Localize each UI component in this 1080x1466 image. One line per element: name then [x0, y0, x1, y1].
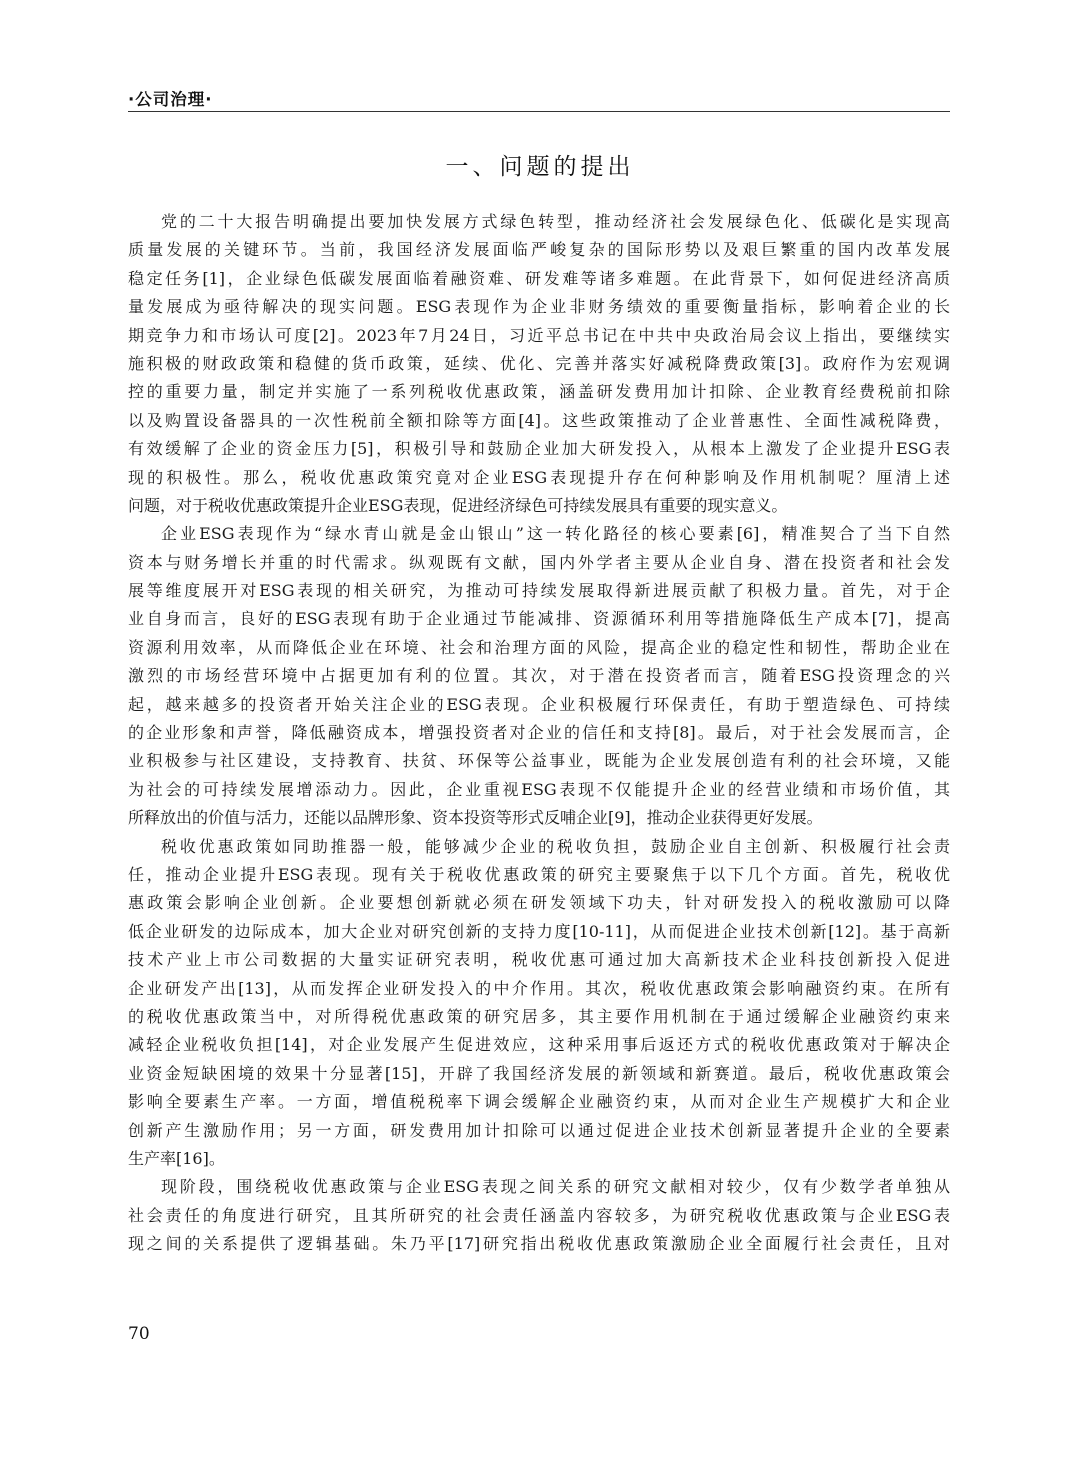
text-line: 影响全要素生产率。一方面，增值税税率下调会缓解企业融资约束，从而对企业生产规模扩大和企业 — [128, 1092, 950, 1112]
text-line: 现之间的关系提供了逻辑基础。朱乃平[17]研究指出税收优惠政策激励企业全面履行社会责任，且对 — [128, 1234, 950, 1254]
paragraph-2 — [128, 520, 950, 832]
text-line: 业资金短缺困境的效果十分显著[15]，开辟了我国经济发展的新领域和新赛道。最后，税收优惠政策会 — [128, 1063, 950, 1083]
article-body — [128, 208, 950, 1258]
text-line: 有效缓解了企业的资金压力[5]，积极引导和鼓励企业加大研发投入，从根本上激发了企业提升ESG表 — [128, 439, 950, 459]
text-line: 税收优惠政策如同助推器一般，能够减少企业的税收负担，鼓励企业自主创新、积极履行社会责 — [161, 836, 950, 856]
text-line: 起，越来越多的投资者开始关注企业的ESG表现。企业积极履行环保责任，有助于塑造绿色、可持续 — [128, 694, 950, 714]
text-line: 企业ESG表现作为“绿水青山就是金山银山”这一转化路径的核心要素[6]，精准契合了当下自然 — [161, 524, 950, 544]
paragraph-4 — [128, 1173, 950, 1258]
paragraph-1 — [128, 208, 950, 520]
text-line: 激烈的市场经营环境中占据更加有利的位置。其次，对于潜在投资者而言，随着ESG投资理念的兴 — [128, 666, 950, 686]
text-line: 惠政策会影响企业创新。企业要想创新就必须在研发领域下功夫，针对研发投入的税收激励可以降 — [128, 893, 950, 913]
text-line: 施积极的财政政策和稳健的货币政策，延续、优化、完善并落实好减税降费政策[3]。政府作为宏观调 — [128, 353, 950, 373]
text-line: 所释放出的价值与活力，还能以品牌形象、资本投资等形式反哺企业[9]，推动企业获得更好发展。 — [128, 808, 823, 828]
text-line: 问题，对于税收优惠政策提升企业ESG表现，促进经济绿色可持续发展具有重要的现实意义。 — [128, 495, 788, 515]
text-line: 的税收优惠政策当中，对所得税优惠政策的研究居多，其主要作用机制在于通过缓解企业融资约束来 — [128, 1006, 950, 1026]
text-line: 以及购置设备器具的一次性税前全额扣除等方面[4]。这些政策推动了企业普惠性、全面性减税降费， — [128, 410, 950, 430]
text-line: 量发展成为亟待解决的现实问题。ESG表现作为企业非财务绩效的重要衡量指标，影响着企业的长 — [128, 297, 950, 317]
text-line: 业积极参与社区建设，支持教育、扶贫、环保等公益事业，既能为企业发展创造有利的社会环境，又能 — [128, 751, 950, 771]
text-line: 展等维度展开对ESG表现的相关研究，为推动可持续发展取得新进展贡献了积极力量。首先，对于企 — [128, 581, 950, 601]
page-number: 70 — [128, 1324, 150, 1344]
text-line: 生产率[16]。 — [128, 1148, 225, 1168]
text-line: 期竞争力和市场认可度[2]。2023年7月24日，习近平总书记在中共中央政治局会议上指出，要继续实 — [128, 325, 950, 345]
text-line: 企业研发产出[13]，从而发挥企业研发投入的中介作用。其次，税收优惠政策会影响融资约束。在所有 — [128, 978, 950, 998]
text-line: 资源利用效率，从而降低企业在环境、社会和治理方面的风险，提高企业的稳定性和韧性，帮助企业在 — [128, 637, 950, 657]
text-line: 质量发展的关键环节。当前，我国经济发展面临严峻复杂的国际形势以及艰巨繁重的国内改革发展 — [128, 240, 950, 260]
section-title: 一、问题的提出 — [445, 154, 635, 180]
running-header-section-label: ·公司治理· — [128, 90, 213, 109]
header-divider — [128, 111, 950, 112]
text-line: 任，推动企业提升ESG表现。现有关于税收优惠政策的研究主要聚焦于以下几个方面。首先，税收优 — [128, 864, 950, 884]
text-line: 的企业形象和声誉，降低融资成本，增强投资者对企业的信任和支持[8]。最后，对于社会发展而言，企 — [128, 723, 950, 743]
text-line: 技术产业上市公司数据的大量实证研究表明，税收优惠可通过加大高新技术企业科技创新投入促进 — [128, 950, 950, 970]
text-line: 社会责任的角度进行研究，且其所研究的社会责任涵盖内容较多，为研究税收优惠政策与企业ESG表 — [128, 1205, 950, 1225]
text-line: 减轻企业税收负担[14]，对企业发展产生促进效应，这种采用事后返还方式的税收优惠政策对于解决企 — [128, 1035, 950, 1055]
text-line: 业自身而言，良好的ESG表现有助于企业通过节能减排、资源循环利用等措施降低生产成本[7]，提高 — [128, 609, 950, 629]
text-line: 现的积极性。那么，税收优惠政策究竟对企业ESG表现提升存在何种影响及作用机制呢？厘清上述 — [128, 467, 950, 487]
paragraph-3 — [128, 833, 950, 1174]
text-line: 现阶段，围绕税收优惠政策与企业ESG表现之间关系的研究文献相对较少，仅有少数学者单独从 — [161, 1177, 950, 1197]
text-line: 为社会的可持续发展增添动力。因此，企业重视ESG表现不仅能提升企业的经营业绩和市场价值，其 — [128, 779, 950, 799]
text-line: 稳定任务[1]，企业绿色低碳发展面临着融资难、研发难等诸多难题。在此背景下，如何促进经济高质 — [128, 268, 950, 288]
text-line: 低企业研发的边际成本，加大企业对研究创新的支持力度[10-11]，从而促进企业技术创新[12]。基于高新 — [128, 921, 950, 941]
text-line: 创新产生激励作用；另一方面，研发费用加计扣除可以通过促进企业技术创新显著提升企业的全要素 — [128, 1120, 950, 1140]
text-line: 资本与财务增长并重的时代需求。纵观既有文献，国内外学者主要从企业自身、潜在投资者和社会发 — [128, 552, 950, 572]
text-line: 控的重要力量，制定并实施了一系列税收优惠政策，涵盖研发费用加计扣除、企业教育经费税前扣除 — [128, 382, 950, 402]
text-line: 党的二十大报告明确提出要加快发展方式绿色转型，推动经济社会发展绿色化、低碳化是实现高 — [161, 212, 950, 231]
